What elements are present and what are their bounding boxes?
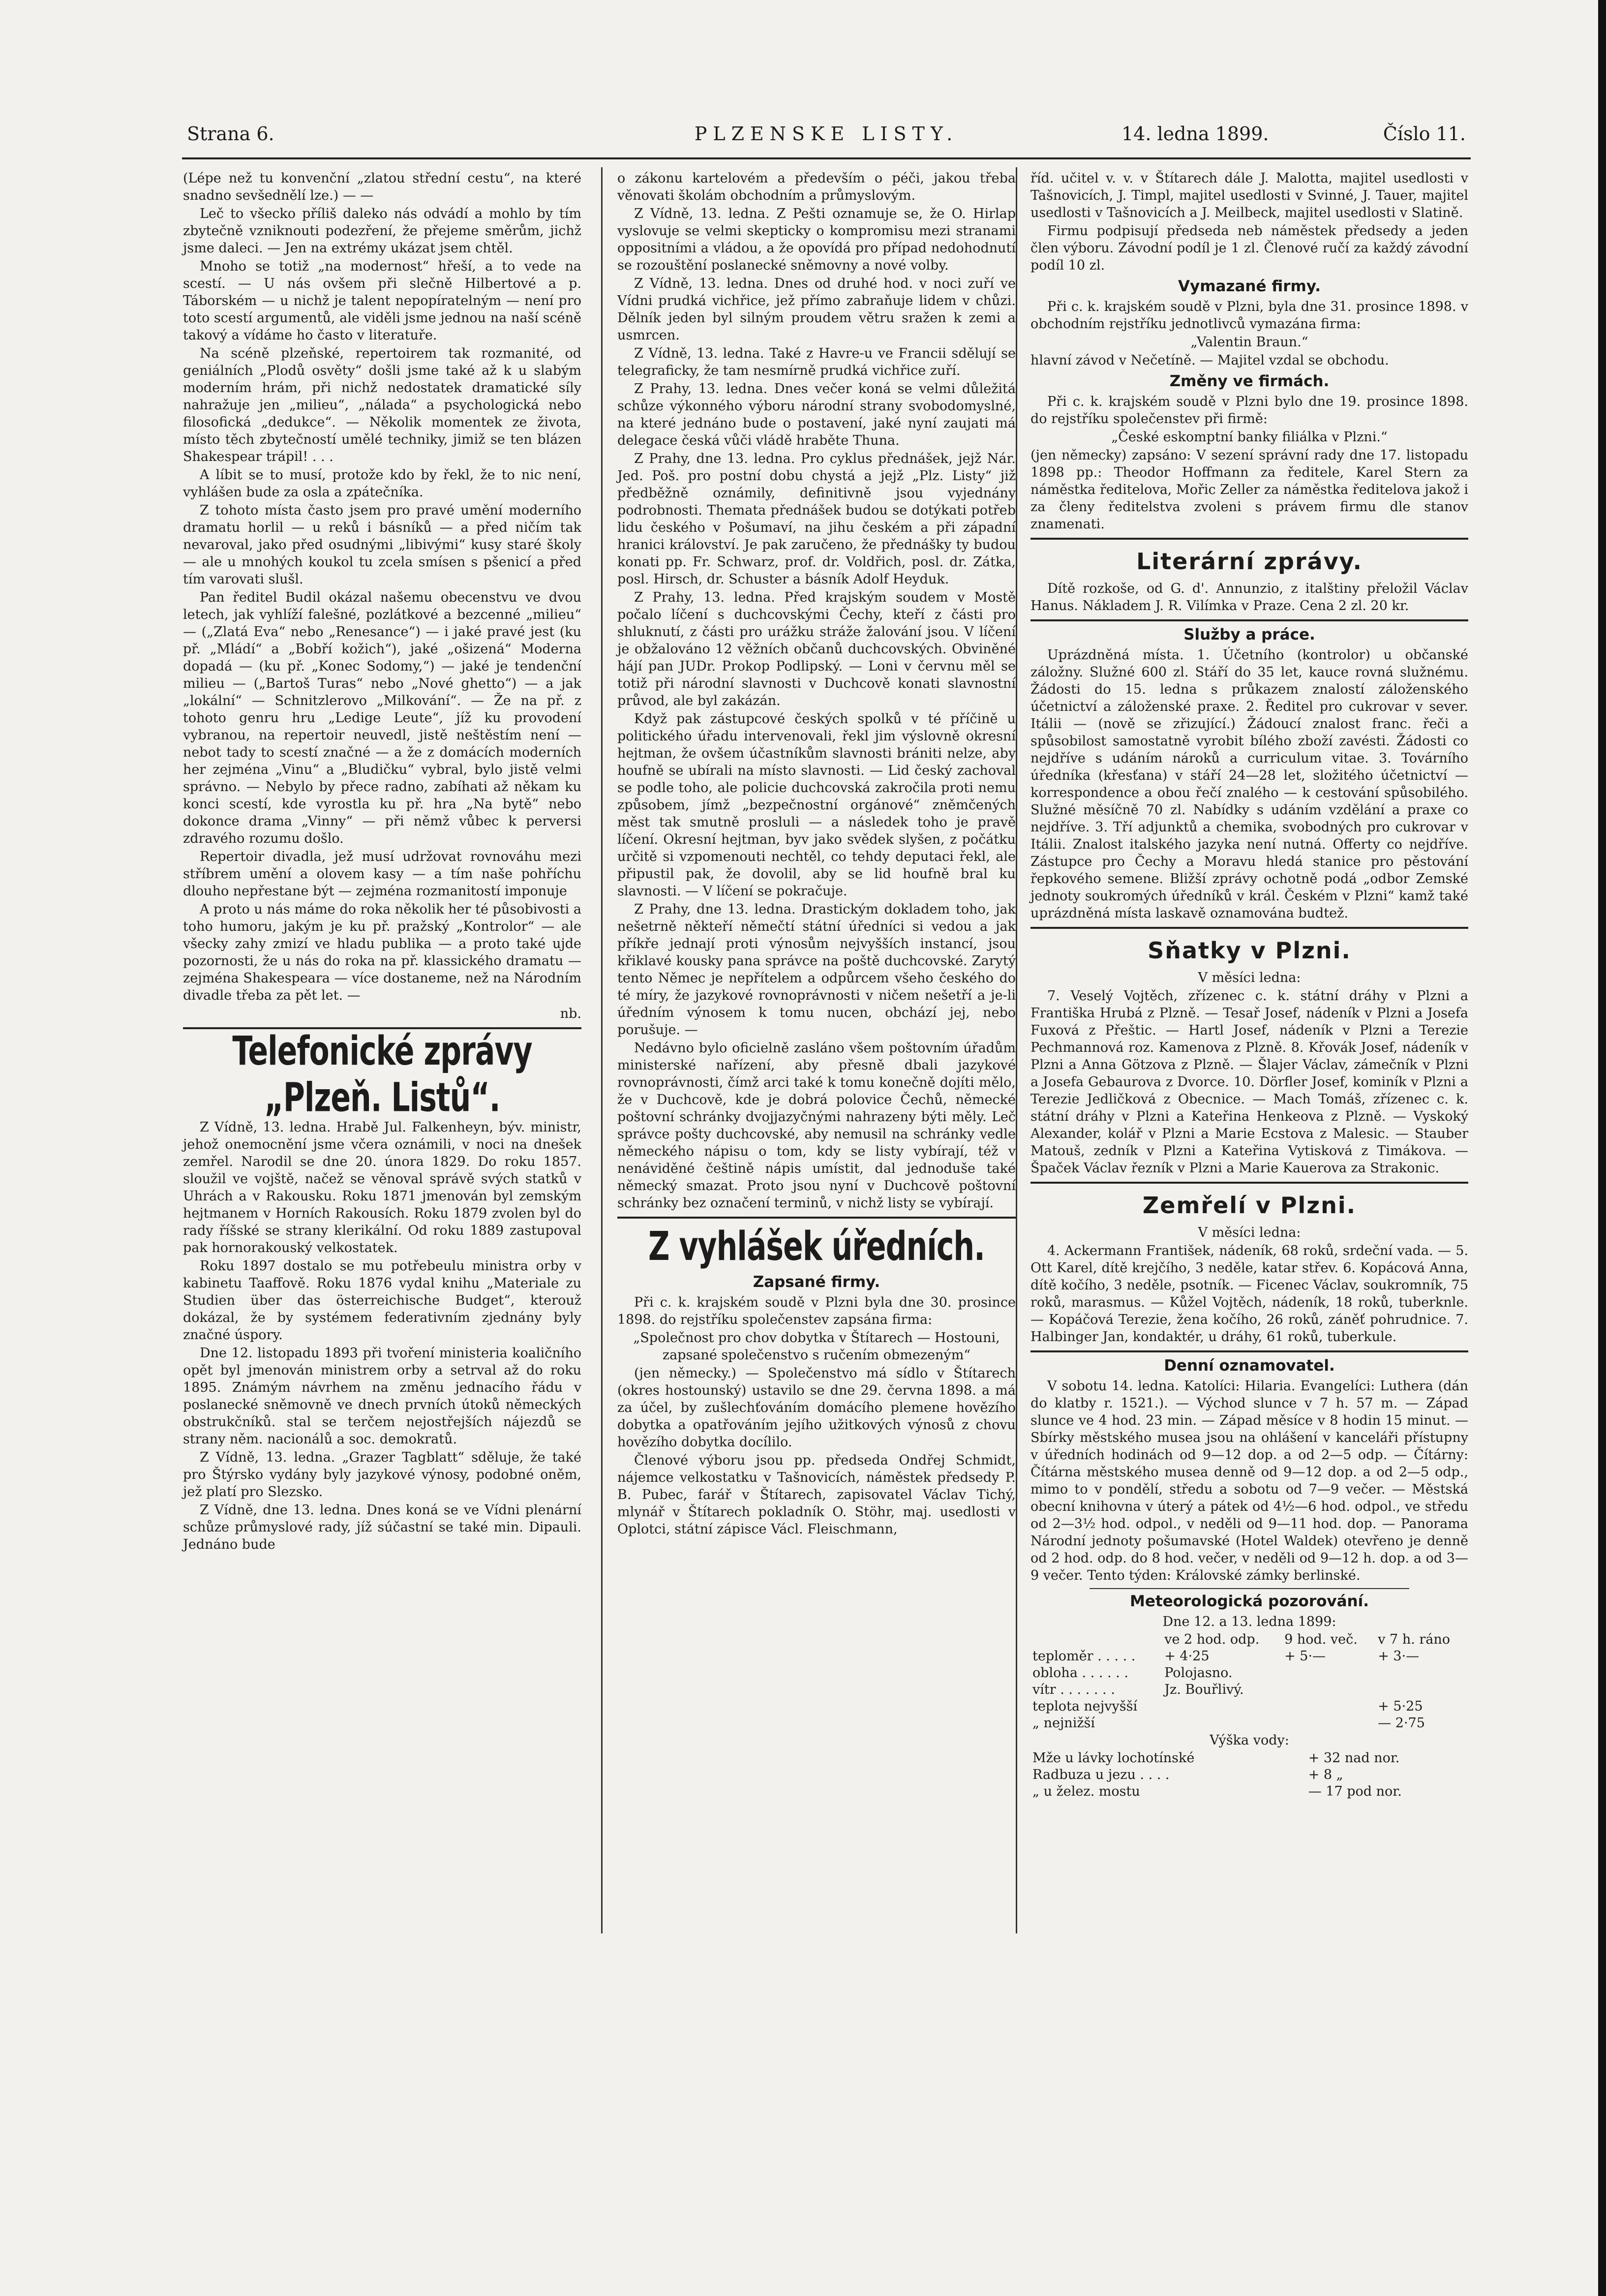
table-row	[1030, 1648, 1468, 1665]
telegram-item: Z Vídně, 13. ledna. Z Pešti oznamuje se, že O. Hirlap vyslovuje se velmi skepticky o kompromisu mezi stranami oppositními a vládou, a že opovídá pro případ nedohodnutí se rozouštění poslanecké sněmovny a nové volby.	[617, 206, 1016, 273]
scan-edge	[1598, 0, 1606, 2296]
signature: nb.	[560, 1006, 581, 1021]
cell	[1162, 1698, 1282, 1715]
cell: Jz. Bouřlivý.	[1164, 1682, 1244, 1697]
section-rule	[1030, 619, 1468, 621]
paragraph: A líbit se to musí, protože kdo by řekl, že to nic není, vyhlášen bude za osla a zpátečníka.	[183, 467, 581, 500]
firm-name: „Společnost pro chov dobytka v Štítarech — Hostouni, zapsané společenstvo s ručením obmezeným“	[633, 1330, 1000, 1363]
paragraph: Při c. k. krajském soudě v Plzni byla dne 30. prosince 1898. do rejstříku společenstev zapsána firma:	[617, 1295, 1016, 1327]
telegram-item: Roku 1897 dostalo se mu potřebeulu ministra orby v kabinetu Taaffově. Roku 1876 vydal knihu „Materiale zu Studien über das österreichische Budget“, kterouž dokázal, že by systémem federativním zjednány byly značné úspory.	[183, 1258, 581, 1343]
section-rule	[1030, 538, 1468, 540]
cell	[1282, 1715, 1376, 1732]
paragraph: Při c. k. krajském soudě v Plzni, byla dne 31. prosince 1898. v obchodním rejstříku jednotlivců vymazána firma:	[1030, 299, 1468, 332]
column-3	[1030, 170, 1468, 1800]
daily-announcer-heading: Denní oznamovatel.	[1164, 1357, 1335, 1375]
table-row	[1030, 1715, 1468, 1732]
column-header: ve 2 hod. odp.	[1164, 1632, 1260, 1647]
table-row	[1030, 1783, 1468, 1800]
paragraph: Repertoir divadla, jež musí udržovat rovnováhu mezi stříbrem umění a olovem kasy — a tím naše pohříchu dlouho nepřestane být — zejména rozmanitostí imponuje	[183, 849, 581, 899]
cell	[1282, 1698, 1376, 1715]
paragraph: Při c. k. krajském soudě v Plzni bylo dne 19. prosince 1898. do rejstříku společenstev při firmě:	[1030, 394, 1468, 427]
column-2	[617, 170, 1016, 1539]
telegram-item: Z Prahy, dne 13. ledna. Drastickým dokladem toho, jak nešetrně někteří němečtí státní úředníci si vedou a jak příkře jednají proti výnosům nejvyšších instancí, jsou křiklavé kousky pana správce na poště duchcovské. Zarytý tento Němec je nepřítelem a odpůrcem všeho českého do té míry, že jazykové rovnoprávnosti v ničem nešetří a je-li úředním výnosem k tomu nucen, obchází jej, nebo porušuje. —	[617, 902, 1016, 1038]
table-row	[1030, 1665, 1468, 1682]
section-rule	[617, 1217, 1016, 1219]
paragraph: Dítě rozkoše, od G. d'. Annunzio, z italštiny přeložil Václav Hanus. Nákladem J. R. Vilímka v Praze. Cena 2 zl. 20 kr.	[1030, 581, 1468, 613]
row-label: „ nejnižší	[1032, 1715, 1095, 1731]
telegram-item: Z Prahy, 13. ledna. Před krajským soudem v Mostě počalo líčení s duchcovskými Čechy, kteří z části pro shluknutí, z části pro urážku stráže žalování jsou. V líčení je obžalováno 12 věžních občanů duchcovských. Obviněné hájí pan JUDr. Prokop Podlipský. — Loni v červnu měl se totiž při národní slavnosti v Duchcově konati slavnostní průvod, ale byl zakázán.	[617, 590, 1016, 708]
telegram-item: Z Vídně, 13. ledna. „Grazer Tagblatt“ sděluje, že také pro Štýrsko vydány byly jazykové výnosy, podobné oněm, jež platí pro Slezsko.	[183, 1450, 581, 1500]
firm-name: „Valentin Braun.“	[1190, 335, 1308, 350]
paragraph: Z tohoto místa často jsem pro pravé umění moderního dramatu horlil — u reků i básníků — a před ničím tak nevaroval, jako před osudnými „libivými“ kusy staré školy — ale u mnohých koukol tu zcela smísen s pšenicí a před tím varovati slušl.	[183, 503, 581, 587]
telegram-item: Z Vídně, dne 13. ledna. Dnes koná se ve Vídni plenární schůze průmyslové rady, jíž súčastní se také min. Dipauli. Jednáno bude	[183, 1502, 581, 1552]
paragraph: (jen německy) zapsáno: V sezení správní rady dne 17. listopadu 1898 pp.: Theodor Hoffmann za ředitele, Karel Stern za náměstka ředitelova, Mořic Zeller za náměstka ředitelova jakož i za členy ředitelstva zvoleni s právem firmu dle stanov znamenati.	[1030, 448, 1468, 532]
telegram-item: Z Prahy, 13. ledna. Dnes večer koná se velmi důležitá schůze výkonného výboru národní strany svobodomyslné, na které jednáno bude o postavení, jaké nyní zaujati má delegace česká vůči vládě hraběte Thuna.	[617, 381, 1016, 448]
weather-date: Dne 12. a 13. ledna 1899:	[1162, 1614, 1336, 1629]
month-label: V měsíci ledna:	[1198, 1225, 1301, 1240]
paragraph: 4. Ackermann František, nádeník, 68 roků, srdeční vada. — 5. Ott Karel, dítě krejčího, 3 neděle, katar střev. 6. Kopácová Anna, dítě kočího, 3 neděle, psotník. — Ficenec Václav, soukromník, 75 roků, marasmus. — Kůžel Vojtěch, nádeník, 18 roků, tuberknle. — Kopáčová Terezie, žena kočího, 26 roků, záněť pohrudnice. 7. Halbinger Jan, kondaktér, u dráhy, 61 roků, tuberkule.	[1030, 1243, 1468, 1345]
cell	[1162, 1715, 1282, 1732]
masthead-title: PLZENSKE LISTY.	[694, 123, 959, 145]
paragraph: Mnoho se totiž „na modernost“ hřeší, a to vede na scestí. — U nás ovšem při slečně Hilbertové a p. Táborském — u nichž je talent nepopíratelným — není pro toto scestí argumentů, ale viděli jsme jednou na naší scéně takový a vídáme ho často v literatuře.	[183, 259, 581, 343]
section-rule	[1030, 927, 1468, 929]
weather-table	[1030, 1631, 1468, 1732]
cell	[1376, 1682, 1468, 1698]
telegram-item: Z Vídně, 13. ledna. Dnes od druhé hod. v noci zuří ve Vídni prudká vichřice, jež přímo zabraňuje lidem v chůzi. Dělník jeden byl silným proudem větru sražen k zemi a usmrcen.	[617, 276, 1016, 343]
page-header	[187, 123, 1466, 153]
deaths-heading: Zemřelí v Plzni.	[1142, 1192, 1357, 1219]
row-label: Radbuza u jezu . . . .	[1032, 1767, 1170, 1782]
row-label: Mže u lávky lochotínské	[1032, 1750, 1195, 1766]
table-row	[1030, 1698, 1468, 1715]
cell: + 3·—	[1378, 1649, 1420, 1664]
cell	[1282, 1682, 1376, 1698]
table-header-row	[1030, 1631, 1468, 1648]
paragraph: Když pak zástupcové českých spolků v té příčině u politického úřadu intervenovali, řekl jim výslovně okresní hejtman, že ovšem účastníkům slavnosti brániti nelze, aby houfně se ubírali na místo slavnosti. — Lid český zachoval se podle toho, ale policie duchcovská zakročila proti nemu způsobem, jímž „bezpečnostní orgánové“ zněmčených měst tak smutně prosluli — a následek toho je pravě líčení. Okresní hejtman, byv jako svědek slyšen, z počátku určitě si vzpomenouti nechtěl, co tehdy deputaci řekl, ale připustil pak, že dovolil, aby se lid houfně bral ku slavnosti. — V líčení se pokračuje.	[617, 711, 1016, 899]
column-header: v 7 h. ráno	[1378, 1632, 1451, 1647]
water-level-heading: Výška vody:	[1210, 1733, 1289, 1748]
column-1	[183, 170, 581, 1554]
cell	[1376, 1665, 1468, 1682]
paragraph: říd. učitel v. v. v Štítarech dále J. Malotta, majitel usedlosti v Tašnovicích, J. Timpl, majitel usedlosti v Svinné, J. Tauer, majitel usedlosti v Tašnovicích a J. Meilbeck, majitel usedlosti v Slatině.	[1030, 171, 1468, 220]
paragraph: Leč to všecko příliš daleko nás odvádí a mohlo by tím zbytečně vzniknouti podezření, že přejeme směrům, jichž jsme daleci. — Jen na extrémy ukázat jsem chtěl.	[183, 206, 581, 256]
registered-firms-heading: Zapsané firmy.	[753, 1273, 880, 1291]
issue-date: 14. ledna 1899.	[1121, 123, 1269, 145]
row-label: vítr . . . . . . .	[1032, 1682, 1115, 1697]
cell: + 4·25	[1164, 1649, 1210, 1664]
paragraph: 7. Veselý Vojtěch, zřízenec c. k. státní dráhy v Plzni a Františka Hrubá z Plzně. — Tesař Josef, nádeník v Plzni a Josefa Fuxová z Přeštic. — Hartl Josef, nádeník v Plzni a Terezie Pechmannová roz. Kamenova z Plzně. 8. Křovák Josef, nádeník v Plzni a Anna Götzova z Plzně. — Šlajer Václav, zámečník v Plzni a Josefa Gebaurova z Dvorce. 10. Dörfler Josef, kominík v Plzni a Terezie Jedličková z Obecnice. — Mach Tomáš, zřízenec c. k. státní dráhy v Plzni a Kateřina Henkeova z Plzně. — Vyskoký Alexander, kolář v Plzni a Marie Ecstova z Malesic. — Stauber Matouš, zedník v Plzni a Kateřina Vytisková z Timákova. — Špaček Václav řezník v Plzni a Marie Kauerova za Strakonic.	[1030, 988, 1468, 1176]
paragraph: Nedávno bylo oficielně zasláno všem poštovním úřadům ministerské nařízení, aby přesně dbali jazykové rovnoprávnosti, čímž arci také k tomu konečně dojíti mělo, že v Duchcově, kde je dobrá polovice Čechů, německé poštovní schránky dvojjazyčnými nahrazeny býti měly. Leč správce pošty duchcovské, aby nemusil na schránky vedle německého nápisu o tom, kdy se listy vybírají, též v nenáviděné češtině nápis umístit, dal jednoduše také německý smazat. Proto jsou nyní v Duchcově poštovní schránky bez označení terminů, v nichž listy se vybírají.	[617, 1041, 1016, 1211]
cell: + 32 nad nor.	[1308, 1750, 1400, 1766]
firm-name: „České eskomptní banky filiálka v Plzni.“	[1111, 429, 1388, 445]
cell: + 5·—	[1284, 1649, 1326, 1664]
section-rule	[1030, 1182, 1468, 1184]
table-row	[1030, 1767, 1468, 1783]
paragraph: Pan ředitel Budil okázal našemu obecenstvu ve dvou letech, jak vyhlíží falešné, pozlátkové a bezcenné „milieu“ — („Zlatá Eva“ nebo „Renesance“) — i jaké pravé jest (ku př. „Mládí“ a „Bobří kožich“), jaké „ošizená“ Moderna dopadá — (ku př. „Konec Sodomy,“) — jaké je tendenční milieu — („Bartoš Turas“ nebo „Nové ghetto“) — a jak „lokální“ — Schnitzlerovo „Milkování“. — Že na př. z tohoto genru hru „Ledige Leute“, jíž ku provodení vybranou, na repertoir neuvedl, jistě neštěstím není — nebot tady to scestí značné — a že z domácích moderních her zejména „Vinu“ a „Bludičku“ vybral, bylo jistě velmi správno. — Nebylo by přece radno, zabíhati až někam ku konci scestí, kde vyrostla ku př. hra „Na bytě“ nebo dokonce drama „Vinny“ — při němž vůbec k perversi zdravého rozumu došlo.	[183, 590, 581, 846]
month-label: V měsíci ledna:	[1198, 970, 1301, 985]
telegram-item: Z Prahy, dne 13. ledna. Pro cyklus přednášek, jejž Nár. Jed. Poš. pro postní dobu chystá a jejž „Plz. Listy“ již předběžně oznámily, definitivně jsou vyjednány podrobnosti. Themata přednášek budou se dotýkati potřeb lidu českého v Pošumaví, na jihu českém a při západní hranici království. Je pak zaručeno, že přednášky ty budou konati pp. Fr. Schwarz, prof. dr. Voldřich, posl. dr. Zátka, posl. Hirsch, dr. Schuster a básník Adolf Heyduk.	[617, 451, 1016, 587]
paragraph: Na scéně plzeňské, repertoirem tak rozmanité, od geniálních „Plodů osvěty“ došli jsme také až k u slabým moderním hrám, při nichž nedostatek dramatické síly nahražuje jen „milieu“, „nálada“ a psychologická nebo filosofická „dedukce“. — Několik momentek ze života, místo těch zbytečností umělé techniky, jimiž se ten blázen Shakespear trápil! . . .	[183, 346, 581, 464]
section-rule	[1030, 1350, 1468, 1352]
weather-heading: Meteorologická pozorování.	[1129, 1592, 1369, 1610]
paragraph: Firmu podpisují předseda neb náměstek předsedy a jeden člen výboru. Závodní podíl je 1 zl. Členové ručí za každý závodní podíl 10 zl.	[1030, 223, 1468, 273]
telegram-section-heading: Telefonické zprávy „Plzeň. Listů“.	[232, 1028, 532, 1121]
paragraph: V sobotu 14. ledna. Katolíci: Hilaria. Evangelíci: Luthera (dán do klatby r. 1521.). — Východ slunce v 7 h. 57 m. — Západ slunce ve 4 hod. 23 min. — Západ měsíce v 8 hodin 15 minut. — Sbírky městského musea jsou na ohlášení v kanceláři přístupny v úředních hodinách od 9—12 dop. a od 2—5 odp. — Čítárny: Čítárna městského musea denně od 9—12 dop. a od 2—5 odp., mimo to v pondělí, středu a sobotu od 7—9 večer. — Městská obecní knihovna v úterý a pátek od 4½—6 hod. odpol., ve středu od 2—3½ hod. odpol., v neděli od 9—11 hod. dop. — Panorama Národní jednoty pošumavské (Hotel Waldek) otevřeno je denně od 2 hod. odp. do 8 hod. večer, v neděli od 9—12 h. dop. a od 3—9 večer. Tento týden: Královské zámky berlinské.	[1030, 1378, 1468, 1583]
row-label: teploměr . . . . .	[1032, 1649, 1136, 1664]
official-notices-heading: Z vyhlášek úředních.	[648, 1223, 985, 1270]
water-level-table	[1030, 1750, 1468, 1800]
firm-changes-heading: Změny ve firmách.	[1169, 372, 1330, 390]
cell: — 17 pod nor.	[1308, 1784, 1402, 1799]
cell: + 5·25	[1378, 1699, 1423, 1714]
paragraph: Uprázdněná místa. 1. Účetního (kontrolor) u občanské záložny. Služné 600 zl. Stáří do 35 let, kauce rovná služnému. Žádosti do 15. ledna s průkazem znalostí záloženského účetnictví a záloženské praxe. 2. Ředitel pro cukrovar v sever. Itálii — (nově se zřizující.) Žádoucí znalost franc. řeči a spůsobilost samostatně vyrobit bílého zboží zavésti. Žádosti co nejdříve s udáním nároků a curriculum vitae. 3. Továrního úředníka (křesťana) v stáří 24—28 let, složitého účetnictví — korrespondence a obou řečí znalého — k cestování spůsobilého. Služné měsíčně 70 zl. Nabídky s udáním vzdělání a praxe co nejdříve. 3. Tří adjunktů a chemika, svobodných pro cukrovar v Itálii. Znalost italského jazyka není nutná. Offerty co nejdříve. Zástupce pro Čechy a Moravu hledá stanice pro pěstování řepkového semene. Bližší zprávy ochotně podá „odbor Zemské jednoty soukromých úředníků v král. Českém v Plzni“ kamž také uprázdněná místa laskavě oznamována budtež.	[1030, 647, 1468, 921]
column-header: 9 hod. več.	[1284, 1632, 1358, 1647]
row-label: „ u želez. mostu	[1032, 1784, 1140, 1799]
paragraph: A proto u nás máme do roka několik her té působivosti a toho humoru, jakým je ku př. pražský „Kontrolor“ — ale všecky zahy zmizí ve hladu publika — a proto také ujde pozornosti, že u nás do roka na př. klassického dramatu — zejména Shakespeara — více dostaneme, než na Národním divadle třeba za pět let. —	[183, 902, 581, 1003]
column-divider	[601, 167, 603, 1933]
telegram-item: Z Vídně, 13. ledna. Také z Havre-u ve Francii sdělují se telegraficky, že tam nesmírně prudká vichřice zuří.	[617, 346, 1016, 378]
column-divider	[1016, 167, 1017, 1933]
paragraph: (Lépe než tu konvenční „zlatou střední cestu“, na které snadno sevšednělí lze.) — —	[183, 171, 581, 203]
row-label: obloha . . . . . .	[1032, 1665, 1128, 1681]
row-label: teplota nejvyšší	[1032, 1699, 1138, 1714]
paragraph: Členové výboru jsou pp. předseda Ondřej Schmidt, nájemce velkostatku v Tašnovicích, náměstek předsedy P. B. Pubec, farář v Štítarech, zapisovatel Václav Tichý, mlynář v Štítarech pokladník O. Stöhr, maj. usedlosti v Oplotci, státní zápisce Václ. Fleischmann,	[617, 1453, 1016, 1537]
cell: Polojasno.	[1164, 1665, 1233, 1681]
cell: — 2·75	[1378, 1715, 1425, 1731]
marriages-heading: Sňatky v Plzni.	[1148, 937, 1351, 964]
paragraph: o zákonu kartelovém a především o péči, jakou třeba věnovati školám obchodním a průmyslovým.	[617, 171, 1016, 203]
table-row	[1030, 1750, 1468, 1767]
telegram-item: Z Vídně, 13. ledna. Hrabě Jul. Falkenheyn, býv. ministr, jehož onemocnění jsme včera oznámili, v noci na dnešek zemřel. Narodil se dne 20. února 1829. Do roku 1857. sloužil ve vojště, načež se věnoval správě svých statků v Uhrách a v Rakousku. Roku 1871 jmenován byl zemským hejtmanem v Horních Rakousích. Roku 1879 zvolen byl do rady říšské se strany klerikální. Od roku 1889 zastupoval pak hornorakouský velkostatek.	[183, 1120, 581, 1255]
deleted-firms-heading: Vymazané firmy.	[1178, 277, 1321, 295]
cell	[1282, 1665, 1376, 1682]
issue-number: Číslo 11.	[1383, 123, 1466, 145]
literary-news-heading: Literární zprávy.	[1136, 548, 1363, 575]
paragraph: hlavní závod v Nečetíně. — Majitel vzdal se obchodu.	[1030, 353, 1389, 368]
section-rule	[1090, 1588, 1409, 1589]
table-row	[1030, 1682, 1468, 1698]
cell: + 8 „	[1308, 1767, 1343, 1782]
paragraph: (jen německy.) — Společenstvo má sídlo v Štítarech (okres hostounský) ustavilo se dne 29. června 1898. a má za účel, by zušlechťováním domácího plemene hovězího dobytka a opatřováním jejího užitkových výnosů z chovu hovězího dobytka docílilo.	[617, 1366, 1016, 1450]
header-rule	[182, 157, 1471, 159]
jobs-heading: Služby a práce.	[1183, 626, 1315, 643]
page-number: Strana 6.	[187, 123, 274, 145]
telegram-item: Dne 12. listopadu 1893 při tvoření ministeria koaličního opět byl jmenován ministrem orby a setrval až do roku 1895. Známým návrhem na změnu jednacího řádu v poslanecké sněmovně ve dnech prvních útoků německých obstrukčníků. stal se terčem nejostřejších nájezdů se strany něm. nacionálů a soc. demokratů.	[183, 1346, 581, 1447]
